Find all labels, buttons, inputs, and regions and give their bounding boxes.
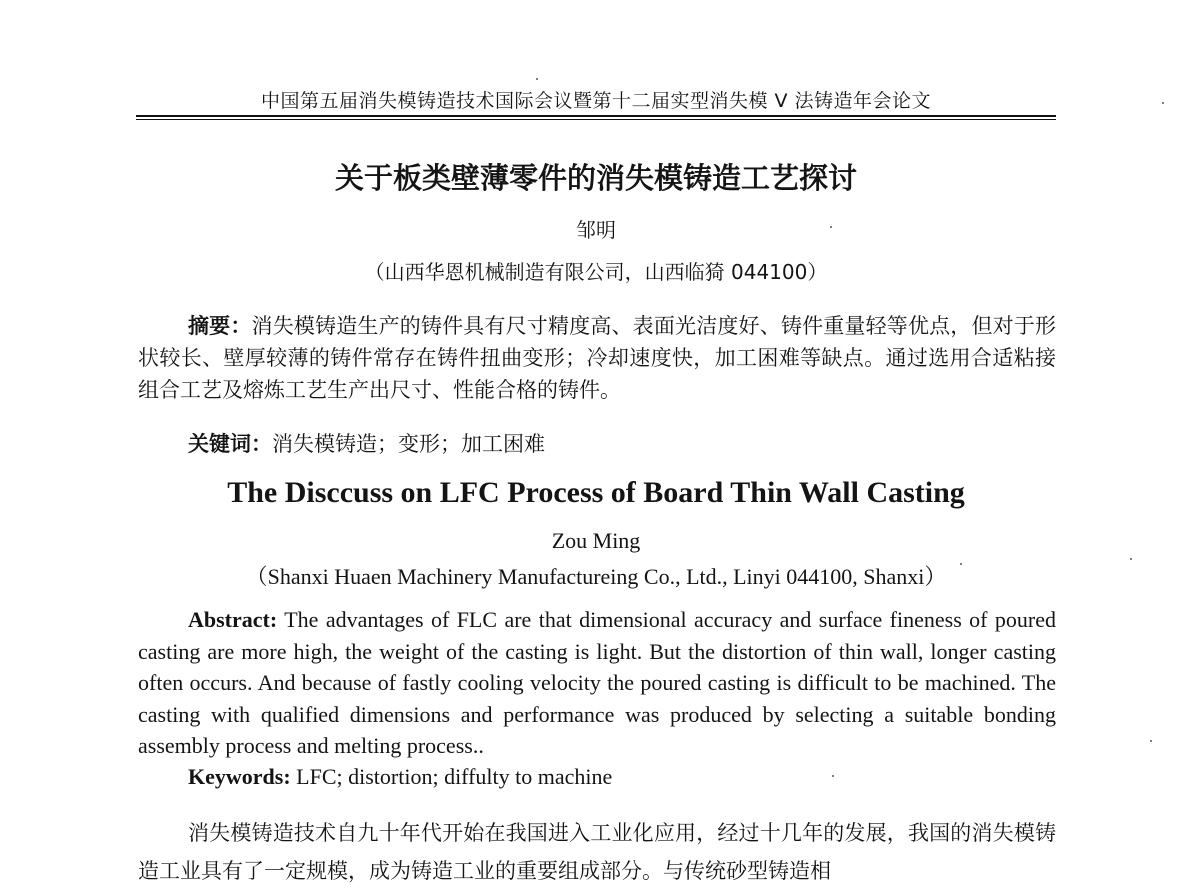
chinese-keywords-text: 消失模铸造；变形；加工困难 bbox=[272, 432, 545, 456]
scan-speck bbox=[1130, 558, 1132, 560]
scan-speck bbox=[832, 775, 834, 777]
english-keywords-label: Keywords: bbox=[188, 764, 291, 789]
header-rule-thin bbox=[136, 119, 1056, 120]
english-author: Zou Ming bbox=[551, 528, 641, 553]
header-rule-thick bbox=[136, 115, 1056, 117]
scan-speck bbox=[960, 563, 962, 565]
chinese-keywords-label: 关键词： bbox=[188, 432, 272, 456]
english-abstract bbox=[138, 604, 1056, 762]
english-title: The Disccuss on LFC Process of Board Thin Wall Casting bbox=[227, 476, 965, 509]
body-paragraph: 消失模铸造技术自九十年代开始在我国进入工业化应用，经过十几年的发展，我国的消失模铸造工业具有了一定规模，成为铸造工业的重要组成部分。与传统砂型铸造相 bbox=[138, 821, 1056, 883]
chinese-abstract-text: 消失模铸造生产的铸件具有尺寸精度高、表面光洁度好、铸件重量轻等优点，但对于形状较长、壁厚较薄的铸件常存在铸件扭曲变形；冷却速度快，加工困难等缺点。通过选用合适粘接组合工艺及熔炼工艺生产出尺寸、性能合格的铸件。 bbox=[138, 314, 1057, 402]
chinese-affiliation: （山西华恩机械制造有限公司，山西临猗 044100） bbox=[364, 260, 828, 284]
running-header: 中国第五届消失模铸造技术国际会议暨第十二届实型消失模 V 法铸造年会论文 bbox=[260, 90, 932, 112]
english-keywords bbox=[188, 764, 1056, 790]
chinese-author: 邹明 bbox=[576, 218, 616, 242]
english-affiliation: （Shanxi Huaen Machinery Manufactureing Co., Ltd., Linyi 044100, Shanxi） bbox=[245, 564, 947, 589]
scan-speck bbox=[536, 78, 538, 80]
chinese-abstract-label: 摘要： bbox=[188, 314, 252, 338]
chinese-title: 关于板类壁薄零件的消失模铸造工艺探讨 bbox=[334, 161, 857, 195]
english-keywords-text: LFC; distortion; diffulty to machine bbox=[296, 764, 613, 789]
english-abstract-text: The advantages of FLC are that dimensional accuracy and surface fineness of poured casting are more high, the weight of the casting is light. But the distortion of thin wall, longer casting often occurs. And because of fastly cooling velocity the poured casting is difficult to be machined. The casting with qualified dimensions and performance was produced by selecting a suitable bonding assembly process and melting process.. bbox=[138, 607, 1056, 758]
scan-speck bbox=[1150, 740, 1152, 742]
chinese-abstract bbox=[138, 310, 1056, 406]
chinese-keywords bbox=[188, 428, 1056, 458]
english-abstract-label: Abstract: bbox=[188, 607, 278, 632]
scan-speck bbox=[1162, 102, 1164, 104]
scan-speck bbox=[830, 226, 832, 228]
